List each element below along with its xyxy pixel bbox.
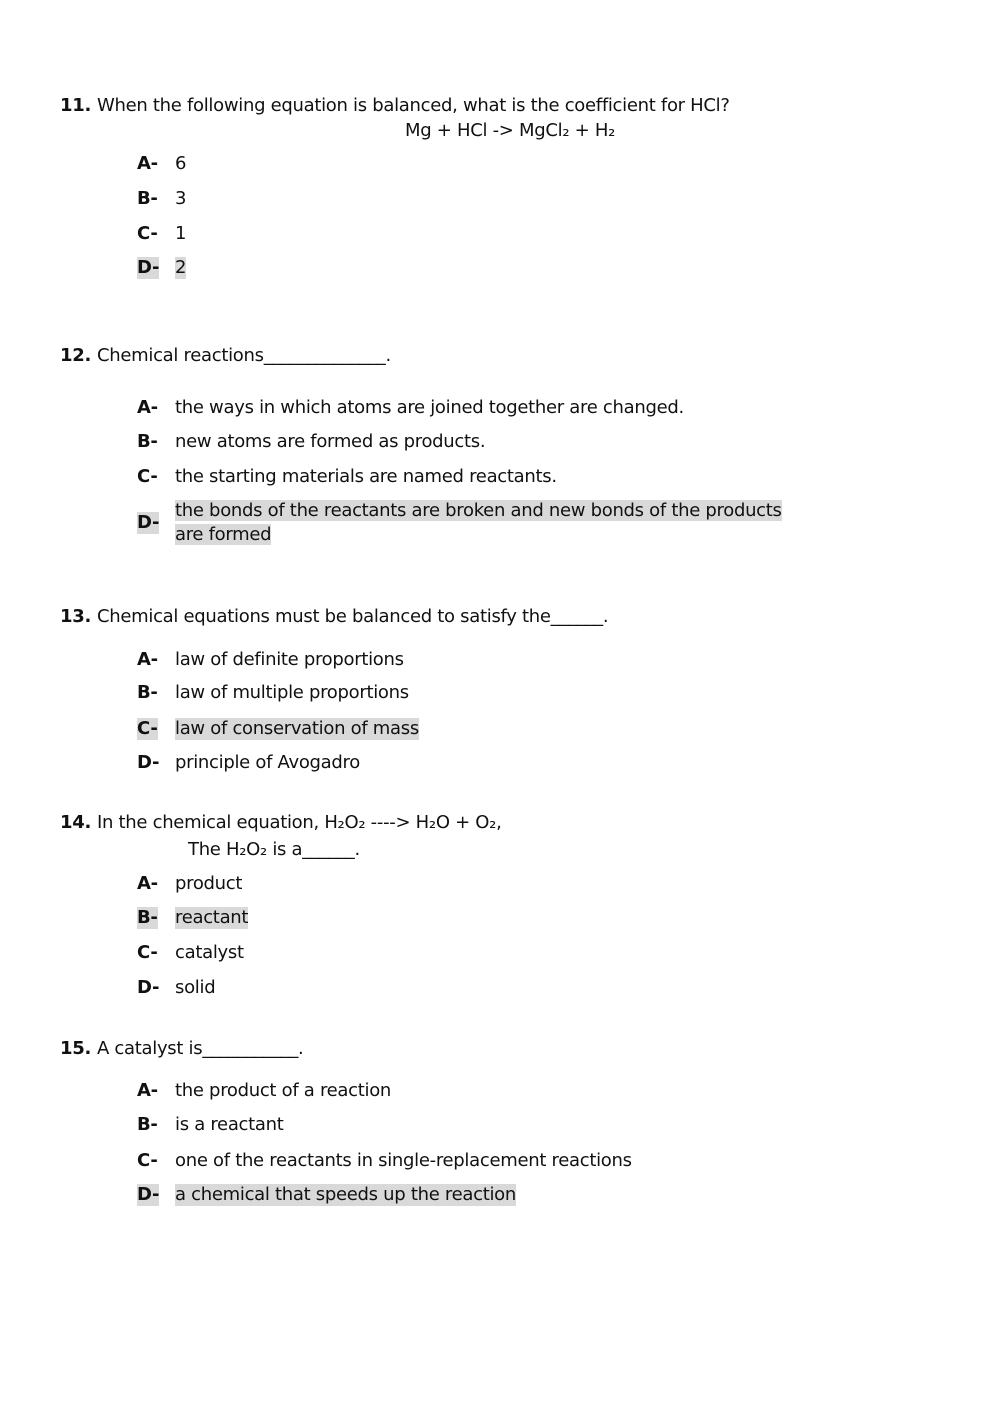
option-letter[interactable]: D- bbox=[137, 977, 160, 998]
question-text: Chemical equations must be balanced to satisfy the______. bbox=[97, 606, 609, 627]
option-text[interactable]: new atoms are formed as products. bbox=[175, 431, 486, 452]
question-text: In the chemical equation, H₂O₂ ----> H₂O + O₂, bbox=[97, 812, 502, 833]
option-letter[interactable]: A- bbox=[137, 1080, 158, 1101]
option-letter[interactable]: B- bbox=[137, 907, 158, 928]
option-letter[interactable]: B- bbox=[137, 682, 158, 703]
option-text[interactable]: product bbox=[175, 873, 243, 894]
option-letter[interactable]: B- bbox=[137, 188, 158, 209]
question-11 bbox=[60, 95, 730, 117]
option-text[interactable]: 3 bbox=[175, 188, 187, 209]
option-text[interactable]: law of conservation of mass bbox=[175, 718, 419, 739]
question-14 bbox=[60, 812, 502, 834]
option-letter[interactable]: A- bbox=[137, 873, 158, 894]
question-number: 13. bbox=[60, 606, 91, 627]
option-letter[interactable]: B- bbox=[137, 1114, 158, 1135]
question-text: Chemical reactions______________. bbox=[97, 345, 391, 366]
option-text[interactable]: law of multiple proportions bbox=[175, 682, 409, 703]
question-text: When the following equation is balanced, what is the coefficient for HCl? bbox=[97, 95, 730, 116]
option-letter[interactable]: C- bbox=[137, 223, 158, 244]
option-text[interactable]: catalyst bbox=[175, 942, 244, 963]
question-number: 15. bbox=[60, 1038, 91, 1059]
question-subline: Mg + HCl -> MgCl₂ + H₂ bbox=[405, 120, 616, 141]
option-text[interactable]: reactant bbox=[175, 907, 249, 928]
option-letter[interactable]: A- bbox=[137, 397, 158, 418]
option-text[interactable]: a chemical that speeds up the reaction bbox=[175, 1184, 516, 1205]
option-text[interactable]: is a reactant bbox=[175, 1114, 284, 1135]
option-text-highlight: the bonds of the reactants are broken and new bonds of the products are formed bbox=[175, 500, 782, 545]
option-text[interactable]: one of the reactants in single-replacement reactions bbox=[175, 1150, 632, 1171]
question-12 bbox=[60, 345, 391, 367]
option-letter[interactable]: C- bbox=[137, 942, 158, 963]
option-text[interactable]: 6 bbox=[175, 153, 187, 174]
option-text[interactable]: solid bbox=[175, 977, 216, 998]
question-15 bbox=[60, 1038, 303, 1060]
question-text: A catalyst is___________. bbox=[97, 1038, 304, 1059]
question-13 bbox=[60, 606, 608, 628]
option-text[interactable]: the starting materials are named reactants. bbox=[175, 466, 557, 487]
option-text[interactable]: law of definite proportions bbox=[175, 649, 404, 670]
question-subline: The H₂O₂ is a______. bbox=[188, 839, 360, 860]
option-text[interactable] bbox=[175, 499, 815, 547]
option-letter[interactable]: D- bbox=[137, 1184, 160, 1205]
option-text[interactable]: the product of a reaction bbox=[175, 1080, 392, 1101]
option-letter[interactable]: A- bbox=[137, 649, 158, 670]
option-text[interactable]: the ways in which atoms are joined together are changed. bbox=[175, 397, 684, 418]
option-letter[interactable]: D- bbox=[137, 257, 160, 278]
option-letter[interactable]: D- bbox=[137, 752, 160, 773]
option-letter[interactable]: A- bbox=[137, 153, 158, 174]
option-text[interactable]: 2 bbox=[175, 257, 187, 278]
option-letter[interactable]: B- bbox=[137, 431, 158, 452]
option-letter[interactable]: C- bbox=[137, 466, 158, 487]
option-letter[interactable]: C- bbox=[137, 718, 158, 739]
question-number: 12. bbox=[60, 345, 91, 366]
option-letter[interactable]: D- bbox=[137, 512, 160, 533]
question-number: 11. bbox=[60, 95, 91, 116]
option-text[interactable]: principle of Avogadro bbox=[175, 752, 360, 773]
option-letter[interactable]: C- bbox=[137, 1150, 158, 1171]
question-number: 14. bbox=[60, 812, 91, 833]
option-text[interactable]: 1 bbox=[175, 223, 187, 244]
